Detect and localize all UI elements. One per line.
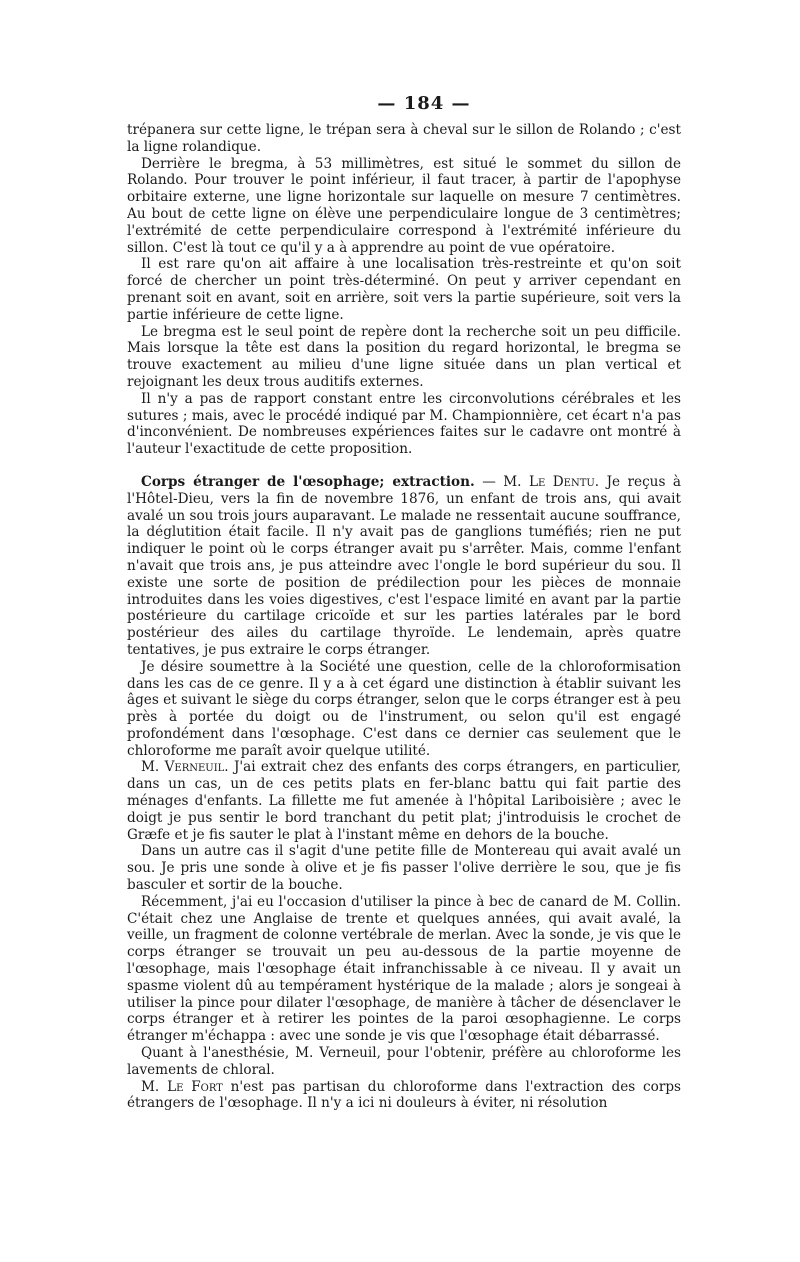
paragraph: Derrière le bregma, à 53 millimètres, est situé le sommet du sillon de Rolando. Pour trouver le point inférieur, il faut tracer, à partir de l'apophyse orbitaire externe, une ligne horizontale sur laquelle on mesure 7 centimètres. Au bout de cette ligne on élève une perpendiculaire longue de 3 centimètres; l'extrémité de cette perpendiculaire correspond à l'extrémité inférieure du sillon. C'est là tout ce qu'il y a à apprendre au point de vue opératoire. (127, 155, 681, 256)
paragraph: Il est rare qu'on ait affaire à une localisation très-restreinte et qu'on soit forcé de chercher un point très-déterminé. On peut y arriver cependant en prenant soit en avant, soit en arrière, soit vers la partie supérieure, soit vers la partie inférieure de cette ligne. (127, 256, 681, 323)
section-title: Corps étranger de l'œsophage; extraction. (141, 473, 475, 490)
paragraph: Quant à l'anesthésie, M. Verneuil, pour l'obtenir, préfère au chloroforme les lavements de chloral. (127, 1045, 681, 1078)
speaker-prefix: M. (141, 1078, 168, 1095)
section-text: . Je reçus à l'Hôtel-Dieu, vers la fin de novembre 1876, un enfant de trois ans, qui avait avalé un sou trois jours auparavant. Le malade ne ressentait aucune souffrance, la déglutition était facile. Il n'y avait pas de ganglions tuméfiés; rien ne put indiquer le point où le corps étranger avait pu s'arrêter. Mais, comme l'enfant n'avait que trois ans, je pus atteindre avec l'ongle le bord supérieur du sou. Il existe une sorte de position de prédilection pour les pièces de monnaie introduites dans les voies digestives, c'est l'espace limité en avant par la partie postérieure du cartilage cricoïde et sur les parties latérales par le bord postérieur des ailes du cartilage thyroïde. Le lendemain, après quatre tentatives, je pus extraire le corps étranger. (127, 473, 681, 658)
speaker-name: Le Dentu (528, 473, 595, 490)
speaker-name: Verneuil (164, 759, 225, 776)
speaker-prefix: M. (141, 759, 165, 776)
fort-text: n'est pas partisan du chloroforme dans l'extraction des corps étrangers de l'œsophage. Il n'y a ici ni douleurs à éviter, ni résolution (127, 1078, 681, 1112)
verneuil-text: . J'ai extrait chez des enfants des corps étrangers, en particulier, dans un cas, un de ces petits plats en fer-blanc battu qui fait partie des ménages d'enfants. La fillette me fut amenée à l'hôpital Lariboisière ; avec le doigt je pus sentir le bord tranchant du petit plat; j'introduisis le crochet de Græfe et je fis sauter le plat à l'instant même en dehors de la bouche. (127, 759, 681, 843)
page (127, 92, 681, 1254)
paragraph: Il n'y a pas de rapport constant entre les circonvolutions cérébrales et les sutures ; mais, avec le procédé indiqué par M. Championnière, cet écart n'a pas d'inconvénient. De nombreuses expériences faites sur le cadavre ont montré à l'auteur l'exactitude de cette proposition. (127, 390, 681, 458)
page-number-dash-left: — (377, 93, 404, 114)
paragraph: Dans un autre cas il s'agit d'une petite fille de Montereau qui avait avalé un sou. Je pris une sonde à olive et je fis passer l'olive derrière le sou, que je fis basculer et sortir de la bouche. (127, 843, 681, 894)
fort-paragraph (127, 1079, 681, 1113)
speaker-prefix: M. (503, 473, 529, 490)
paragraph: Récemment, j'ai eu l'occasion d'utiliser la pince à bec de canard de M. Collin. C'était chez une Anglaise de trente et quelques années, qui avait avalé, la veille, un fragment de colonne vertébrale de merlan. Avec la sonde, je vis que le corps étranger se trouvait un peu au-dessous de la partie moyenne de l'œsophage, mais l'œsophage était infranchissable à ce niveau. Il y avait un spasme violent dû au tempérament hystérique de la malade ; alors je songeai à utiliser la pince pour dilater l'œsophage, de manière à tâcher de désenclaver le corps étranger et à retirer les pointes de la paroi œsophagienne. Le corps étranger m'échappa : avec une sonde je vis que l'œsophage était débarrassé. (127, 893, 681, 1045)
speaker-name: Le Fort (167, 1078, 223, 1095)
page-number-value: 184 (403, 93, 445, 114)
paragraph: Le bregma est le seul point de repère dont la recherche soit un peu difficile. Mais lorsque la tête est dans la position du regard horizontal, le bregma se trouve exactement au milieu d'une ligne située dans un plan vertical et rejoignant les deux trous auditifs externes. (127, 323, 681, 390)
page-number-dash-right: — (444, 93, 471, 114)
paragraph: trépanera sur cette ligne, le trépan sera à cheval sur le sillon de Rolando ; c'est la ligne rolandique. (127, 122, 681, 155)
page-number (127, 92, 681, 116)
section-first-paragraph (127, 474, 681, 659)
verneuil-paragraph (127, 759, 681, 843)
paragraph: Je désire soumettre à la Société une question, celle de la chloroformisation dans les cas de ce genre. Il y a à cet égard une distinction à établir suivant les âges et suivant le siège du corps étranger, selon que le corps étranger est à peu près à portée du doigt ou de l'instrument, ou selon qu'il est engagé profondément dans l'œsophage. C'est dans ce dernier cas seulement que le chloroforme me paraît avoir quelque utilité. (127, 658, 681, 759)
section-dash: — (474, 473, 504, 490)
